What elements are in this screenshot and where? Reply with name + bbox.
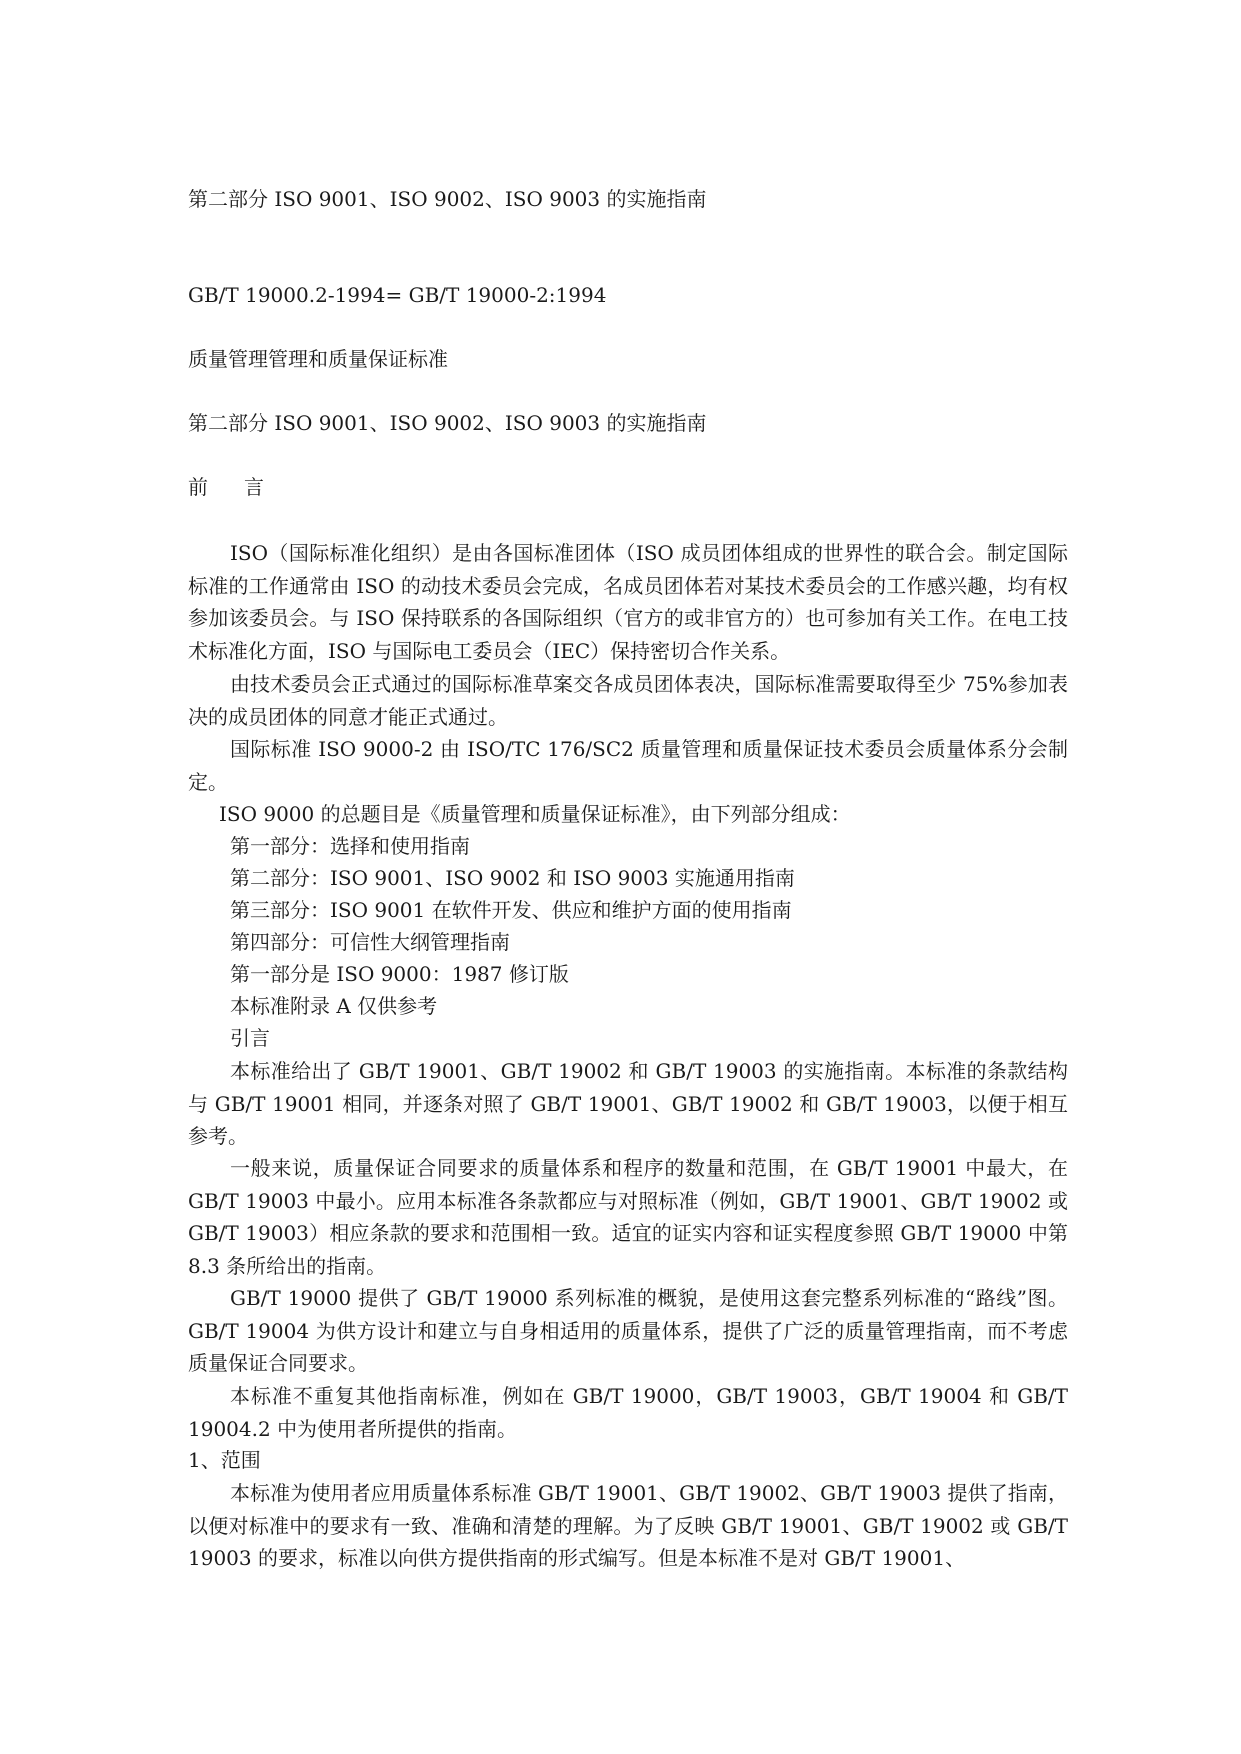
part-subtitle: 第二部分 ISO 9001、ISO 9002、ISO 9003 的实施指南 <box>188 411 707 435</box>
section-heading-scope: 1、范围 <box>188 1448 261 1472</box>
standard-number: GB/T 19000.2-1994= GB/T 19000-2:1994 <box>188 283 607 307</box>
list-item: 第一部分：选择和使用指南 <box>230 834 470 858</box>
paragraph-no-repeat: 本标准不重复其他指南标准，例如在 GB/T 19000，GB/T 19003，GB/T 19004 和 GB/T 19004.2 中为使用者所提供的指南。 <box>188 1384 1068 1441</box>
paragraph-voting: 由技术委员会正式通过的国际标准草案交各成员团体表决，国际标准需要取得至少 75%参加表决的成员团体的同意才能正式通过。 <box>188 672 1068 729</box>
paragraph-guidance: 本标准给出了 GB/T 19001、GB/T 19002 和 GB/T 19003 的实施指南。本标准的条款结构与 GB/T 19001 相同，并逐条对照了 GB/T 19001、GB/T 19002 和 GB/T 19003，以便于相互参考。 <box>188 1059 1068 1148</box>
paragraph-iso9000-parts: ISO 9000 的总题目是《质量管理和质量保证标准》，由下列部分组成： <box>219 802 851 826</box>
preface-heading <box>188 471 264 503</box>
list-item: 第四部分：可信性大纲管理指南 <box>230 930 510 954</box>
paragraph-scope-range: 一般来说，质量保证合同要求的质量体系和程序的数量和范围，在 GB/T 19001 中最大，在 GB/T 19003 中最小。应用本标准各条款都应与对照标准（例如，GB/T 19001、GB/T 19002 或 GB/T 19003）相应条款的要求和范围相一致。适宜的证实内容和证实程度参照 GB/T 19000 中第 8.3 条所给出的指南。 <box>188 1156 1068 1278</box>
preface-char-1: 前 <box>188 475 208 499</box>
list-item: 本标准附录 A 仅供参考 <box>230 994 438 1018</box>
introduction-heading: 引言 <box>230 1026 270 1050</box>
standard-title: 质量管理管理和质量保证标准 <box>188 347 448 371</box>
preface-char-2: 言 <box>244 475 264 499</box>
paragraph-roadmap: GB/T 19000 提供了 GB/T 19000 系列标准的概貌，是使用这套完整系列标准的“路线”图。GB/T 19004 为供方设计和建立与自身相适用的质量体系，提供了广泛的质量管理指南，而不考虑质量保证合同要求。 <box>188 1286 1068 1375</box>
paragraph-iso-intro: ISO（国际标准化组织）是由各国标准团体（ISO 成员团体组成的世界性的联合会。制定国际标准的工作通常由 ISO 的动技术委员会完成，名成员团体若对某技术委员会的工作感兴趣，均有权参加该委员会。与 ISO 保持联系的各国际组织（官方的或非官方的）也可参加有关工作。在电工技术标准化方面，ISO 与国际电工委员会（IEC）保持密切合作关系。 <box>188 541 1068 663</box>
paragraph-tc176: 国际标准 ISO 9000-2 由 ISO/TC 176/SC2 质量管理和质量保证技术委员会质量体系分会制定。 <box>188 737 1068 794</box>
list-item: 第二部分：ISO 9001、ISO 9002 和 ISO 9003 实施通用指南 <box>230 866 795 890</box>
list-item: 第三部分：ISO 9001 在软件开发、供应和维护方面的使用指南 <box>230 898 792 922</box>
document-heading: 第二部分 ISO 9001、ISO 9002、ISO 9003 的实施指南 <box>188 187 707 211</box>
list-item: 第一部分是 ISO 9000：1987 修订版 <box>230 962 569 986</box>
paragraph-scope: 本标准为使用者应用质量体系标准 GB/T 19001、GB/T 19002、GB/T 19003 提供了指南，以便对标准中的要求有一致、准确和清楚的理解。为了反映 GB/T 19001、GB/T 19002 或 GB/T 19003 的要求，标准以向供方提供指南的形式编写。但是本标准不是对 GB/T 19001、 <box>188 1481 1068 1570</box>
